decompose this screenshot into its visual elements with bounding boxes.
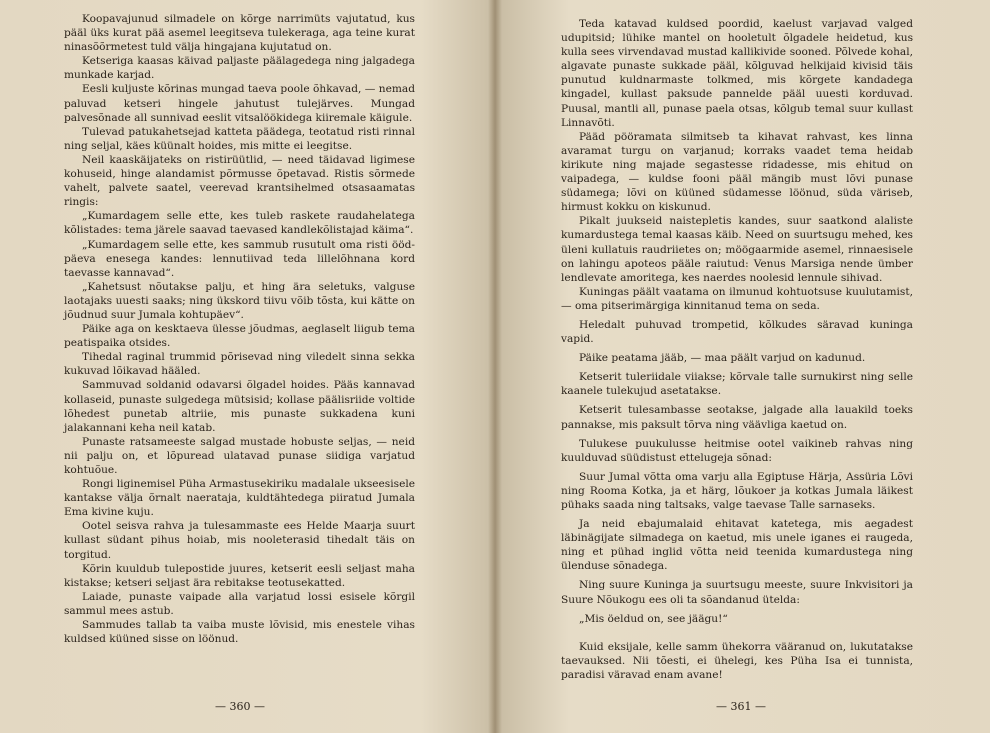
paragraph: Tihedal raginal trummid põrisevad ning viledelt sinna sekka kukuvad lõikavad hääled. xyxy=(64,351,415,378)
paragraph: Kuningas päält vaatama on ilmunud kohtuotsuse kuulutamist,— oma pitserimärgiga kinnitanud tema on seda. xyxy=(561,285,913,312)
right-page xyxy=(495,0,990,733)
paragraph: Koopavajunud silmadele on kõrge narrimüts vajutatud, kus pääl üks kurat pää asemel leegitseva tulekeraga, aga teine kurat ninasõõrmetest tuld välja hingajana kujutatud on. xyxy=(64,13,415,54)
paragraph: Teda katavad kuldsed poordid, kaelust varjavad valged udupitsid; lühike mantel on hooletult õlgadele heidetud, kus kulla sees virvendavad mustad kallikivide sooned. Põlvede kohal, algavate punaste sukkade pääl, kõlguvad helkijaid kivisid täis punutud kuldnarmaste tolkmed, mis kõrgete kandadega kingadel, kullast paksude pannelde pääl uuesti korduvad. Puusal, mantli all, punase paela otsas, kõlgub temal suur kullast Linnavõti. xyxy=(561,18,913,129)
paragraph: Rongi liginemisel Püha Armastusekiriku madalale ukseesisele kantakse välja õrnalt naerataja, kuldtähtedega piiratud Jumala Ema kivine kuju. xyxy=(64,478,415,519)
left-page-text xyxy=(64,12,415,646)
paragraph: Pikalt juukseid naistepletis kandes, suur saatkond alaliste kumardustega temal kaasas käib. Need on suurtsugu mehed, kes üleni kullatuis raudriietes on; möögaarmide asemel, rinnaesisele on lahingu apoteos pääle raiutud: Venus Marsiga nende ümber lendlevate amoritega, kes naerdes noolesid lennule sihivad. xyxy=(561,215,913,284)
paragraph: Tulukese puukulusse heitmise ootel vaikineb rahvas ning kuulduvad süüdistust ettelugeja sõnad: xyxy=(561,437,913,464)
paragraph: Suur Jumal võtta oma varju alla Egiptuse Härja, Assüria Lõvi ning Rooma Kotka, ja et härg, lõukoer ja kotkas Jumala läikest pühaks saada ning taltsaks, valge taevase Talle sarnaseks. xyxy=(561,470,913,511)
page-number-left: — 360 — xyxy=(215,700,265,713)
paragraph: „Kumardagem selle ette, kes sammub rusutult oma risti ööd-päeva enesega kandes: lennutiivad teda lillelõhnana kord taevasse kannavad“. xyxy=(64,238,415,279)
paragraph: Ketserit tuleriidale viiakse; kõrvale talle surnukirst ning selle kaanele tulekujud asetatakse. xyxy=(561,371,913,398)
paragraph: Sammudes tallab ta vaiba muste lõvisid, mis enestele vihas kuldsed küüned sisse on löönud. xyxy=(64,619,415,646)
paragraph: Ketseriga kaasas käivad paljaste päälagedega ning jalgadega munkade karjad. xyxy=(64,55,415,82)
paragraph: „Kahetsust nõutakse palju, et hing ära seletuks, valguse laotajaks uuesti saaks; ning ükskord tiivu võib tõsta, kui kätte on jõudnud suur Jumala kohtupäev“. xyxy=(64,280,415,321)
paragraph: „Mis öeldud on, see jäägu!“ xyxy=(579,612,728,625)
paragraph: Sammuvad soldanid odavarsi õlgadel hoides. Pääs kannavad kollaseid, punaste sulgedega mütsisid; kollase päälisriide voltide lõhedest punetab altriie, mis punaste sukkadena kuni jalakannani keha neil katab. xyxy=(64,379,415,434)
paragraph: Tulevad patukahetsejad katteta päädega, teotatud risti rinnal ning seljal, käes küünalt hoides, mis mitte ei leegitse. xyxy=(64,125,415,152)
gutter-shadow xyxy=(488,0,502,733)
paragraph: Päike aga on kesktaeva ülesse jõudmas, aeglaselt liigub tema peatispaika otsides. xyxy=(64,323,415,350)
paragraph: Kuid eksijale, kelle samm ühekorra vääranud on, lukutatakse taevauksed. Nii tõesti, ei ühelegi, kes Püha Isa ei tunnista, paradisi väravad enam avane! xyxy=(561,640,913,681)
paragraph: Ketserit tulesambasse seotakse, jalgade alla lauakild toeks pannakse, mis paksult tõrva ning väävliga kaetud on. xyxy=(561,404,913,431)
paragraph: Eesli kuljuste kõrinas mungad taeva poole õhkavad, — nemad paluvad ketseri hingele jahutust tulejärves. Mungad palvesõnade all sunnivad eeslit vitsalöökidega kiiremale käigule. xyxy=(64,83,415,124)
paragraph: Ootel seisva rahva ja tulesammaste ees Helde Maarja suurt kullast südant pihus hoiab, mis nooleterasid tihedalt täis on torgitud. xyxy=(64,520,415,561)
paragraph: Ning suure Kuninga ja suurtsugu meeste, suure Inkvisitori ja Suure Nõukogu ees oli ta sõandanud ütelda: xyxy=(561,579,913,606)
paragraph: Kõrin kuuldub tulepostide juures, ketserit eesli seljast maha kistakse; ketseri seljast ära rebitakse teotusekatted. xyxy=(64,562,415,589)
paragraph: Neil kaaskäijateks on ristirüütlid, — need täidavad ligimese kohuseid, hinge alandamist põrmusse õpetavad. Ristis sõrmede vahelt, palvete saatel, veerevad krantsihelmed otsasaamatas ringis: xyxy=(64,153,415,209)
paragraph: „Kumardagem selle ette, kes tuleb raskete raudahelatega kõlistades: tema järele saavad taevased kandlekõlistajad käima“. xyxy=(64,210,415,237)
page-number-right: — 361 — xyxy=(716,700,766,713)
paragraph: Punaste ratsameeste salgad mustade hobuste seljas, — neid nii palju on, et lõpuread ulatavad punase siidiga varjatud kohtuõue. xyxy=(64,435,415,476)
paragraph: Pääd pööramata silmitseb ta kihavat rahvast, kes linna avaramat turgu on varjanud; korraks vaadet tema heidab kirikute ning majade segastesse ridadesse, mis ehitud on vaipadega, — kuldse fooni pääl mängib must lõvi punase südamega; lõvi on küüned südamesse löönud, süda väriseb, hirmust kokku on kiskunud. xyxy=(561,130,913,214)
paragraph: Heledalt puhuvad trompetid, kõlkudes säravad kuninga vapid. xyxy=(561,318,913,346)
right-page-text xyxy=(561,17,913,682)
paragraph: Laiade, punaste vaipade alla varjatud lossi esisele kõrgil sammul mees astub. xyxy=(64,590,415,617)
paragraph: Päike peatama jääb, — maa päält varjud on kadunud. xyxy=(579,352,866,365)
paragraph: Ja neid ebajumalaid ehitavat katetega, mis aegadest läbinägijate silmadega on kaetud, mis unele iganes ei raugeda, ning et pühad inglid võtta neid teenida kumardustega ning ülenduse sõnadega. xyxy=(561,518,913,573)
